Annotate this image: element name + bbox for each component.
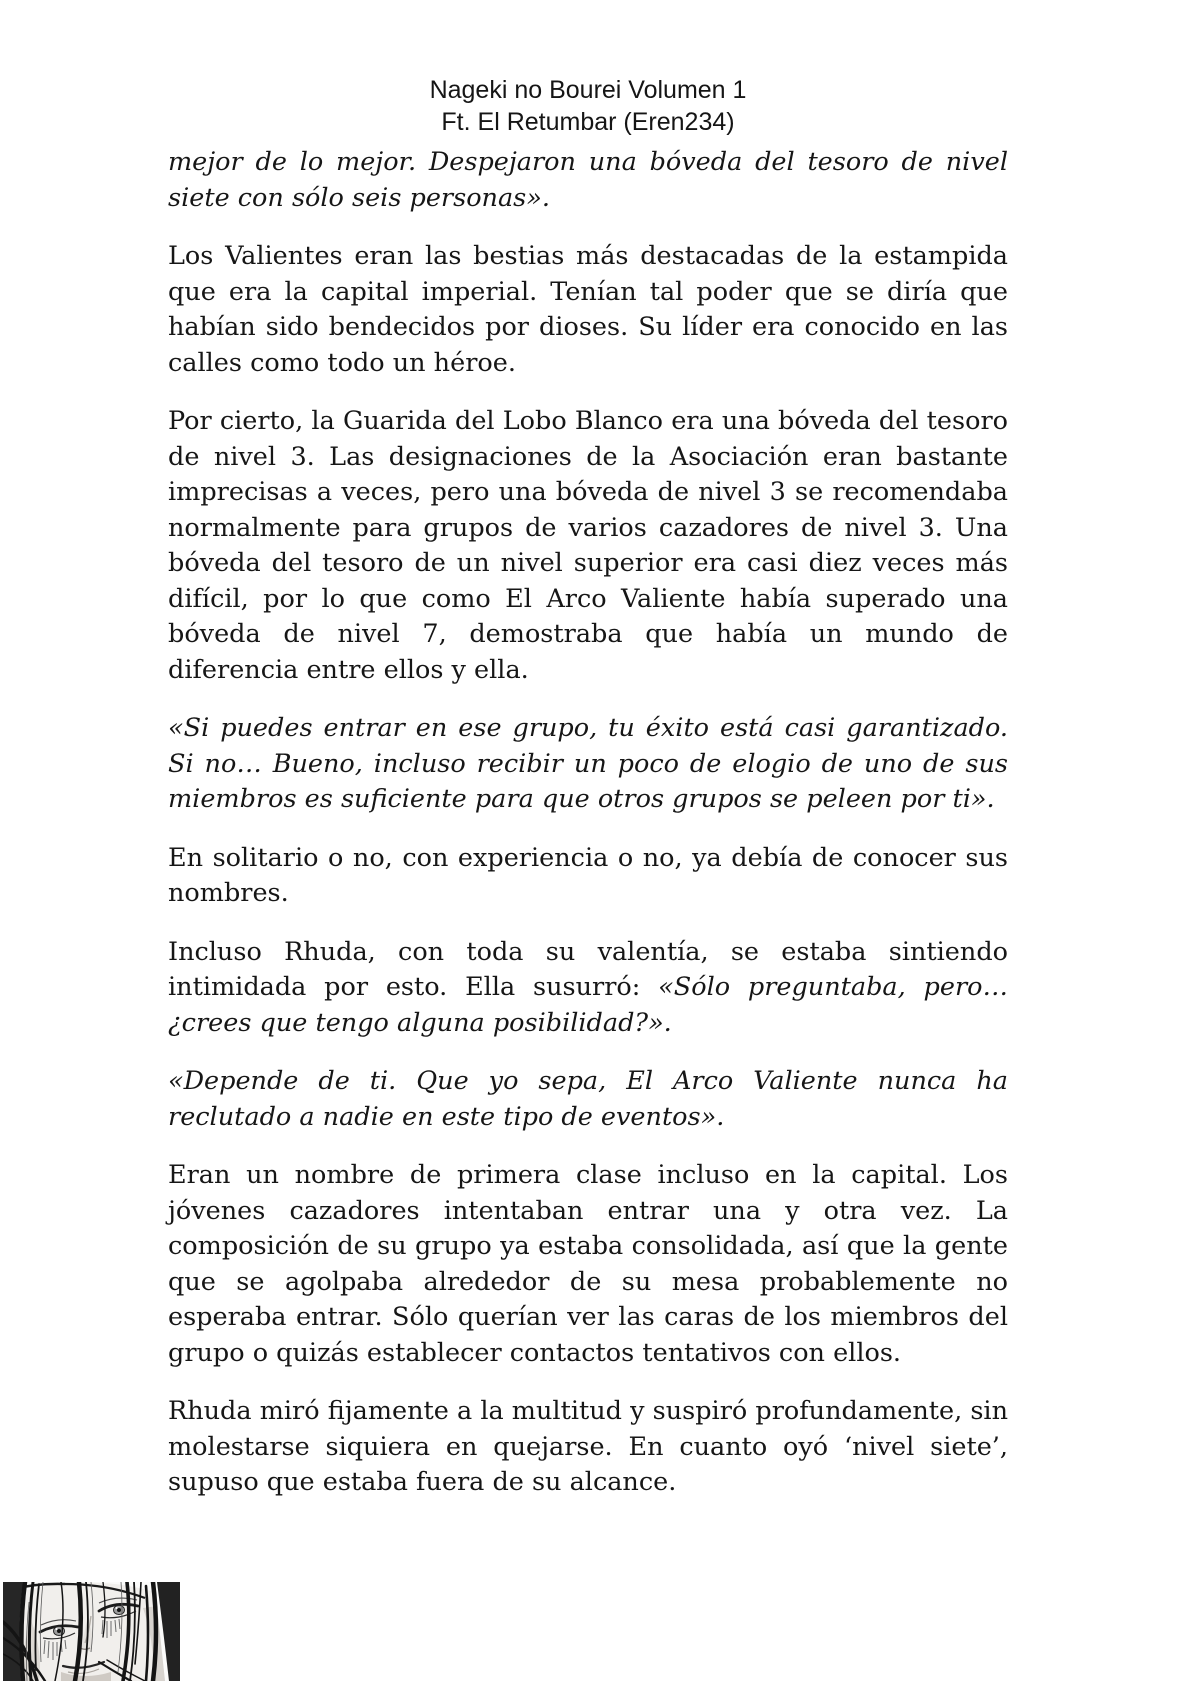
paragraph-rhuda-miro: Rhuda miró fijamente a la multitud y suspiró profundamente, sin molestarse siquiera en quejarse. En cuanto oyó ‘nivel siete’, supuso que estaba fuera de su alcance. <box>168 1396 1008 1497</box>
paragraph-por-cierto: Por cierto, la Guarida del Lobo Blanco era una bóveda del tesoro de nivel 3. Las designaciones de la Asociación eran bastante imprecisas a veces, pero una bóveda de nivel 3 se recomendaba normalmente para grupos de varios cazadores de nivel 3. Una bóveda del tesoro de un nivel superior era casi diez veces más difícil, por lo que como El Arco Valiente había superado una bóveda de nivel 7, demostraba que había un mundo de diferencia entre ellos y ella. <box>168 406 1008 685</box>
paragraph-incluso-rhuda <box>168 935 1008 1042</box>
manga-face-icon <box>3 1582 180 1681</box>
paragraph-quote-si-puedes: «Si puedes entrar en ese grupo, tu éxito está casi garantizado. Si no… Bueno, incluso recibir un poco de elogio de uno de sus miembros es suficiente para que otros grupos se peleen por ti». <box>168 713 1008 814</box>
paragraph-eran-un-nombre: Eran un nombre de primera clase incluso en la capital. Los jóvenes cazadores intentaban entrar una y otra vez. La composición de su grupo ya estaba consolidada, así que la gente que se agolpaba alrededor de su mesa probablemente no esperaba entrar. Sólo querían ver las caras de los miembros del grupo o quizás establecer contactos tentativos con ellos. <box>168 1160 1008 1368</box>
paragraph-inline-quote: «Sólo preguntaba, pero… ¿crees que tengo alguna posibilidad?». <box>168 972 1008 1038</box>
page-title: Nageki no Bourei Volumen 1 <box>429 76 747 104</box>
document-body <box>168 145 1008 1524</box>
page-subtitle: Ft. El Retumbar (Eren234) <box>441 108 735 136</box>
paragraph-quote-depende: «Depende de ti. Que yo sepa, El Arco Valiente nunca ha reclutado a nadie en este tipo de eventos». <box>168 1066 1008 1132</box>
paragraph-quote-continuation: mejor de lo mejor. Despejaron una bóveda del tesoro de nivel siete con sólo seis personas». <box>168 147 1008 213</box>
manga-face-illustration <box>3 1582 180 1681</box>
paragraph-los-valientes: Los Valientes eran las bestias más destacadas de la estampida que era la capital imperial. Tenían tal poder que se diría que habían sido bendecidos por dioses. Su líder era conocido en las calles como todo un héroe. <box>168 241 1008 378</box>
paragraph-lead-text: Incluso Rhuda, con toda su valentía, se estaba sintiendo intimidada por esto. Ella susurró: <box>168 936 1008 1002</box>
paragraph-en-solitario: En solitario o no, con experiencia o no, ya debía de conocer sus nombres. <box>168 842 1008 908</box>
document-header <box>168 74 1008 138</box>
